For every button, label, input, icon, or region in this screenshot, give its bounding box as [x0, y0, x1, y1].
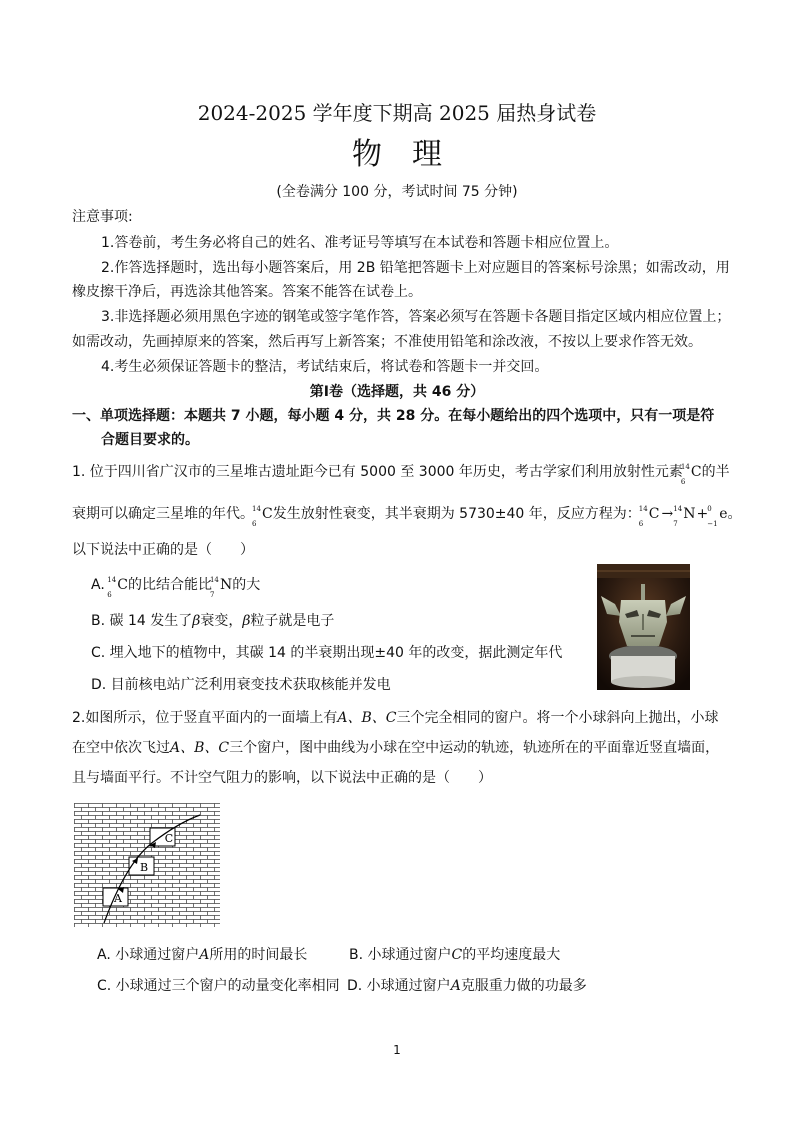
q1-option-a: A. 14 6 C的比结合能比 14 7 N的大: [91, 576, 261, 599]
q2-line-1: 2.如图所示，位于竖直平面内的一面墙上有A、B、C三个完全相同的窗户。将一个小球斜向上抛出，小球: [72, 710, 719, 726]
wall-diagram: [74, 803, 220, 927]
note-2-line-1: 2.作答选择题时，选出每小题答案后，用 2B 铅笔把答题卡上对应题目的答案标号涂黑；如需改动，用: [101, 260, 730, 276]
nuclide-n14: 14 7 N: [209, 576, 233, 599]
q1-stem-part-1: 1. 位于四川省广汉市的三星堆古遗址距今已有 5000 至 3000 年历史，考古学家们利用放射性元素: [72, 464, 683, 480]
q2-option-c: C. 小球通过三个窗户的动量变化率相同: [97, 978, 340, 994]
q2-option-a: A. 小球通过窗户A所用的时间最长: [97, 947, 308, 963]
window-a: [103, 888, 128, 906]
note-3-line-1: 3.非选择题必须用黑色字迹的钢笔或签字笔作答，答案必须写在答题卡各题目指定区域内相应位置上；: [101, 309, 731, 325]
q2-line-2: 在空中依次飞过A、B、C三个窗户，图中曲线为小球在空中运动的轨迹，轨迹所在的平面靠近竖直墙面，: [72, 740, 720, 756]
equation-electron: 0 −1 e: [707, 505, 728, 528]
q1-stem-part-3: 衰期可以确定三星堆的年代。: [72, 506, 254, 522]
part1-title: 第Ⅰ卷（选择题，共 46 分）: [309, 384, 485, 400]
q1-line-2: [72, 504, 742, 528]
section-heading-line-2: 合题目要求的。: [101, 432, 199, 448]
section-heading-line-1: 一、单项选择题：本题共 7 小题，每小题 4 分，共 28 分。在每小题给出的四个选项中，只有一项是符: [72, 408, 715, 424]
exam-title: 2024-2025 学年度下期高 2025 届热身试卷: [197, 101, 597, 125]
note-4: 4.考生必须保证答题卡的整洁，考试结束后，将试卷和答题卡一并交回。: [101, 359, 549, 375]
q1-line-1: [72, 462, 730, 486]
window-label-c: C: [164, 832, 174, 845]
window-label-b: B: [139, 861, 149, 874]
window-b: [129, 857, 154, 875]
q1-option-d: D. 目前核电站广泛利用衰变技术获取核能并发电: [91, 677, 391, 693]
nuclide-c14: 14 6 C: [252, 505, 273, 528]
subject-title: 物 理: [352, 137, 442, 172]
q1-option-b: B. 碳 14 发生了β衰变，β粒子就是电子: [91, 613, 335, 629]
q1-option-c: C. 埋入地下的植物中，其碳 14 的半衰期出现±40 年的改变，据此测定年代: [91, 645, 563, 661]
nuclide-c14: 14 6 C: [107, 576, 128, 599]
page-number: 1: [393, 1043, 401, 1057]
note-2-line-2: 橡皮擦干净后，再选涂其他答案。答案不能答在试卷上。: [72, 284, 422, 300]
q2-option-b: B. 小球通过窗户C的平均速度最大: [349, 947, 561, 963]
bronze-mask-photo: [597, 564, 690, 690]
note-3-line-2: 如需改动，先画掉原来的答案，然后再写上新答案；不准使用铅笔和涂改液，不按以上要求作答无效。: [72, 334, 702, 350]
bronze-mask-image: [597, 564, 690, 690]
q2-option-d: D. 小球通过窗户A克服重力做的功最多: [347, 978, 587, 994]
equation-plus: +: [696, 506, 709, 522]
q1-stem-part-2: 的半: [701, 464, 730, 480]
exam-meta: (全卷满分 100 分，考试时间 75 分钟): [276, 184, 518, 200]
q2-line-3: 且与墙面平行。不计空气阻力的影响，以下说法中正确的是（ ）: [72, 770, 492, 786]
note-1: 1.答卷前，考生务必将自己的姓名、准考证号等填写在本试卷和答题卡相应位置上。: [101, 235, 619, 251]
q1-line-3: 以下说法中正确的是（ ）: [72, 542, 254, 558]
brick-wall-figure: [74, 803, 220, 927]
window-label-a: A: [114, 892, 122, 905]
equation-n14: 14 7 N: [673, 505, 696, 528]
equation-c14: 14 6 C: [638, 505, 660, 528]
nuclide-c14: 14 6 C: [680, 463, 702, 486]
q1-stem-part-4: 发生放射性衰变，其半衰期为 5730±40 年，反应方程为：: [272, 506, 641, 522]
equation-arrow: →: [661, 506, 674, 522]
notes-heading: 注意事项:: [72, 209, 133, 225]
q1-stem-end: 。: [727, 506, 742, 522]
